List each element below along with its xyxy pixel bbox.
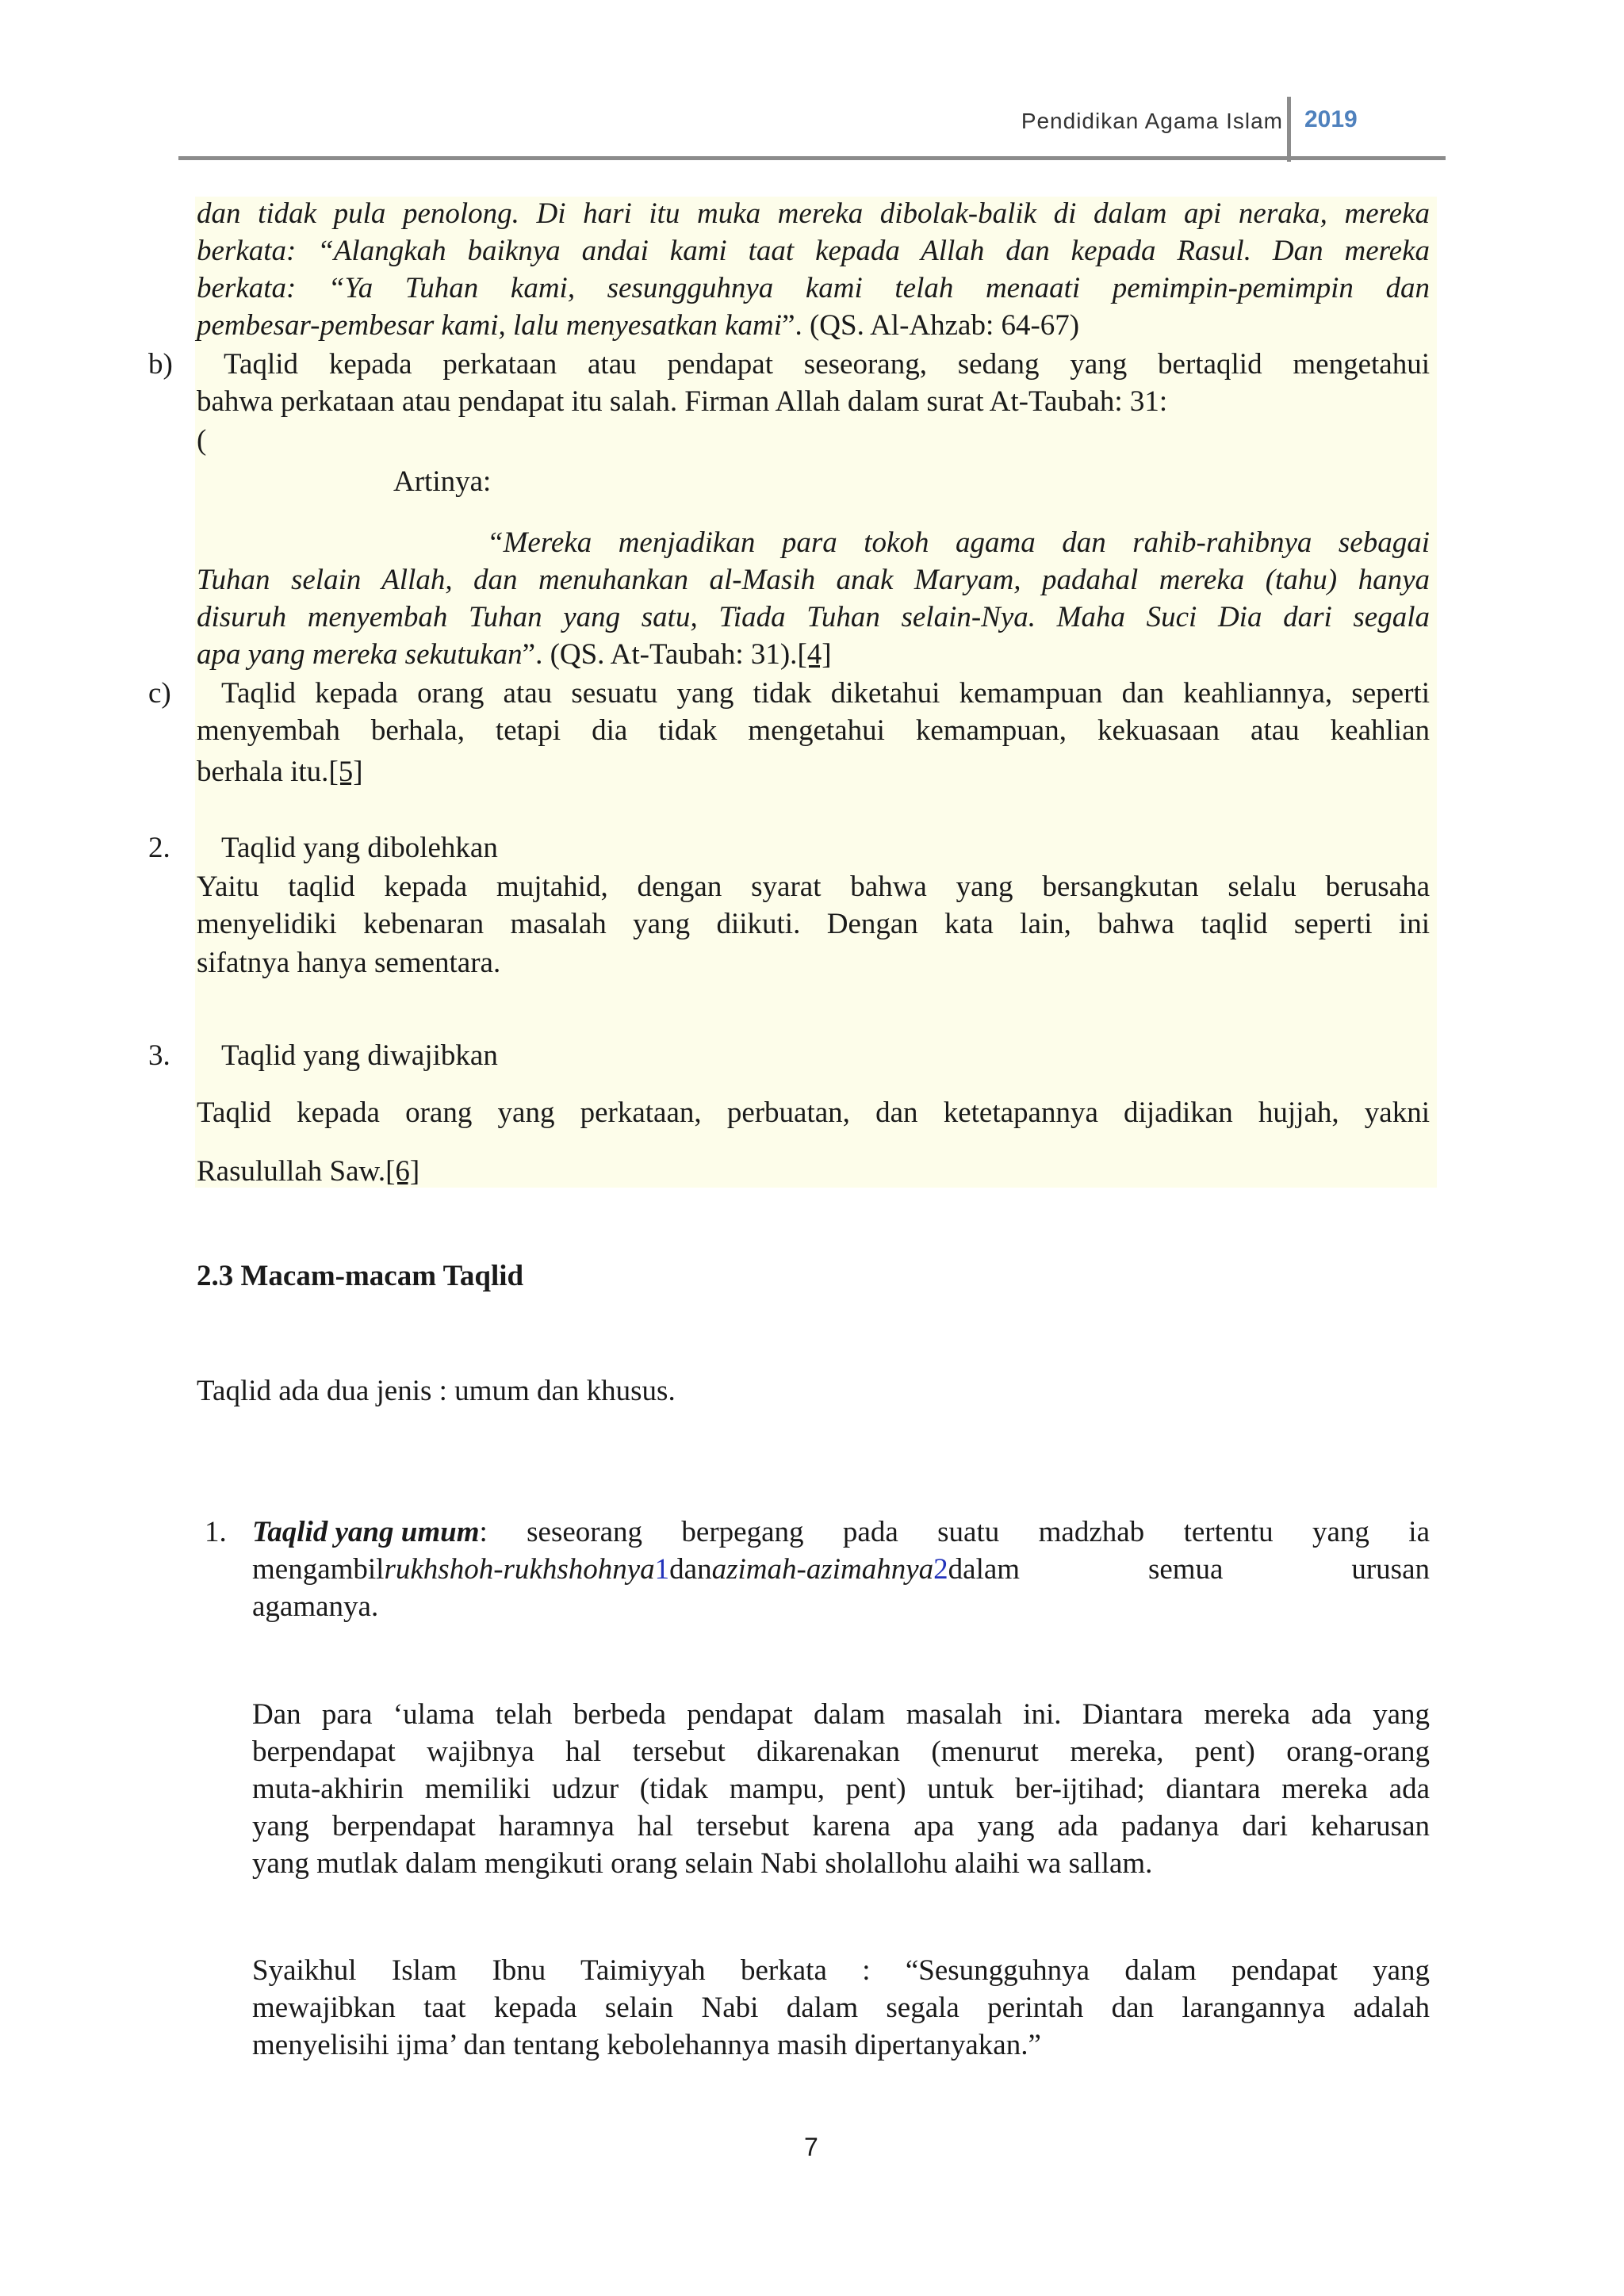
quote-text: pembesar-pembesar kami, lalu menyesatkan kami: [197, 309, 783, 342]
footnote-link-6[interactable]: [6]: [385, 1155, 420, 1188]
section-heading: 2.3 Macam-macam Taqlid: [197, 1260, 524, 1292]
item-c-line-last: [197, 755, 363, 789]
paragraph-line: berpendapat wajibnya hal tersebut dikarenakan (menurut mereka, pent) orang-orang: [252, 1735, 1430, 1768]
paragraph-line: Dan para ‘ulama telah berbeda pendapat dalam masalah ini. Diantara mereka ada yang: [252, 1698, 1430, 1731]
quote-line: dan tidak pula penolong. Di hari itu muka mereka dibolak-balik di dalam api neraka, mereka: [197, 197, 1430, 230]
item-b-paren: (: [197, 424, 207, 457]
item-c-line: Taqlid kepada orang atau sesuatu yang tidak diketahui kemampuan dan keahliannya, seperti: [221, 677, 1430, 710]
item-2-marker: 2.: [148, 832, 170, 864]
translation-line: disuruh menyembah Tuhan yang satu, Tiada Tuhan selain-Nya. Maha Suci Dia dari segala: [197, 601, 1430, 633]
artinya-label: Artinya:: [393, 465, 492, 498]
item-3-line-last: [197, 1154, 419, 1188]
quote-line: berkata: “Ya Tuhan kami, sesungguhnya kami telah menaati pemimpin-pemimpin dan: [197, 272, 1430, 304]
list-1-rest: : seseorang berpegang pada suatu madzhab tertentu yang ia: [479, 1516, 1430, 1548]
item-b-marker: b): [148, 348, 173, 381]
header-separator: [1287, 97, 1291, 162]
term-rukhshoh: rukhshoh-rukhshohnya: [384, 1553, 655, 1586]
running-header-title: Pendidikan Agama Islam: [1021, 109, 1283, 133]
list-1-line-2: [252, 1552, 1430, 1586]
item-c-line: menyembah berhala, tetapi dia tidak mengetahui kemampuan, kekuasaan atau keahlian: [197, 714, 1430, 747]
quote-line-last: [197, 308, 1079, 342]
paragraph-line: menyelisihi ijma’ dan tentang kebolehannya masih dipertanyakan.”: [252, 2029, 1041, 2061]
list-1-line-3: agamanya.: [252, 1590, 379, 1623]
item-c-text: berhala itu.: [197, 756, 329, 788]
text-span: semua: [1147, 1553, 1224, 1586]
translation-ref: ”. (QS. At-Taubah: 31).: [522, 638, 798, 671]
paragraph-line: muta-akhirin memiliki udzur (tidak mampu, pent) untuk ber-ijtihad; diantara mereka ada: [252, 1773, 1430, 1805]
paragraph-line: yang mutlak dalam mengikuti orang selain Nabi sholallohu alaihi wa sallam.: [252, 1847, 1153, 1880]
page-number: 7: [804, 2133, 818, 2161]
item-3-title: Taqlid yang diwajibkan: [221, 1039, 498, 1072]
item-c-marker: c): [148, 677, 171, 710]
item-b-line: Taqlid kepada perkataan atau pendapat seseorang, sedang yang bertaqlid mengetahui: [224, 348, 1430, 381]
footnote-link-4[interactable]: [4]: [797, 638, 832, 671]
paragraph-line: yang berpendapat haramnya hal tersebut karena apa yang ada padanya dari keharusan: [252, 1810, 1430, 1843]
footnote-ref-2[interactable]: 2: [933, 1553, 948, 1586]
item-3-line: Taqlid kepada orang yang perkataan, perbuatan, dan ketetapannya dijadikan hujjah, yakni: [197, 1096, 1430, 1129]
item-3-text: Rasulullah Saw.: [197, 1155, 386, 1188]
footnote-ref-1[interactable]: 1: [654, 1553, 670, 1586]
paragraph-line: Syaikhul Islam Ibnu Taimiyyah berkata : “Sesungguhnya dalam pendapat yang: [252, 1954, 1430, 1987]
list-1-line: [252, 1515, 1430, 1549]
translation-line-last: [197, 637, 832, 672]
text-span: dan: [669, 1553, 712, 1586]
header-rule: [178, 156, 1446, 160]
footnote-link-5[interactable]: [5]: [328, 756, 363, 788]
item-b-line: bahwa perkataan atau pendapat itu salah. Firman Allah dalam surat At-Taubah: 31:: [197, 385, 1168, 418]
item-2-line: sifatnya hanya sementara.: [197, 947, 501, 979]
text-span: dalam: [948, 1553, 1021, 1586]
term-umum: Taqlid yang umum: [252, 1516, 480, 1548]
paragraph-line: mewajibkan taat kepada selain Nabi dalam segala perintah dan larangannya adalah: [252, 1992, 1430, 2024]
item-3-marker: 3.: [148, 1039, 170, 1072]
translation-text: apa yang mereka sekutukan: [197, 638, 523, 671]
item-2-line: menyelidiki kebenaran masalah yang diikuti. Dengan kata lain, bahwa taqlid seperti ini: [197, 908, 1430, 940]
text-span: mengambil: [252, 1553, 385, 1586]
item-2-line: Yaitu taqlid kepada mujtahid, dengan syarat bahwa yang bersangkutan selalu berusaha: [197, 871, 1430, 903]
list-1-marker: 1.: [205, 1516, 227, 1548]
section-intro: Taqlid ada dua jenis : umum dan khusus.: [197, 1375, 676, 1407]
translation-line: Tuhan selain Allah, dan menuhankan al-Masih anak Maryam, padahal mereka (tahu) hanya: [197, 564, 1430, 596]
running-header-year: 2019: [1304, 106, 1358, 132]
text-span: urusan: [1351, 1553, 1431, 1586]
quote-line: berkata: “Alangkah baiknya andai kami taat kepada Allah dan kepada Rasul. Dan mereka: [197, 235, 1430, 267]
translation-line: “Mereka menjadikan para tokoh agama dan rahib-rahibnya sebagai: [487, 526, 1430, 559]
item-2-title: Taqlid yang dibolehkan: [221, 832, 498, 864]
quote-ref: ”. (QS. Al-Ahzab: 64-67): [782, 309, 1080, 342]
term-azimah: azimah-azimahnya: [711, 1553, 934, 1586]
